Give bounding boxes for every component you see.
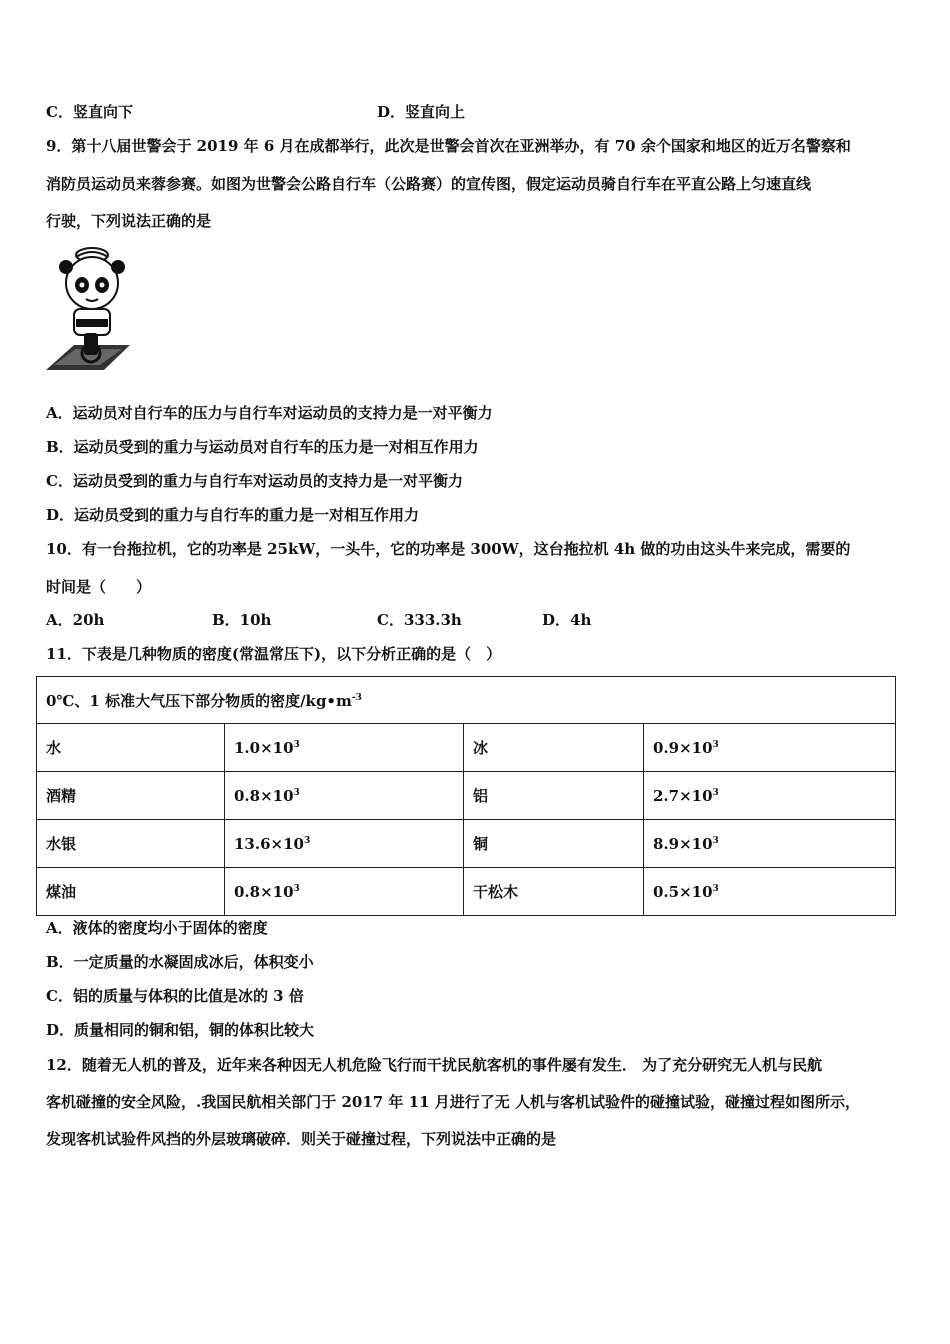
q10-option-d: D．4h — [542, 611, 592, 629]
q10-stem-line2: 时间是（ ） — [46, 578, 152, 596]
substance-name: 铜 — [464, 820, 644, 868]
density-table — [36, 676, 896, 916]
q10-stem-line1: 10．有一台拖拉机，它的功率是 25kW，一头牛，它的功率是 300W，这台拖拉机 4h 做的功由这头牛来完成，需要的 — [46, 540, 851, 558]
q9-option-a: A．运动员对自行车的压力与自行车对运动员的支持力是一对平衡力 — [46, 404, 493, 422]
table-row — [37, 868, 896, 916]
q11-stem: 11．下表是几种物质的密度(常温常压下)，以下分析正确的是（ ） — [46, 645, 502, 663]
q11-option-c: C．铝的质量与体积的比值是冰的 3 倍 — [46, 987, 304, 1005]
q9-stem-line1: 9．第十八届世警会于 2019 年 6 月在成都举行，此次是世警会首次在亚洲举办，有 70 余个国家和地区的近万名警察和 — [46, 137, 851, 155]
q10-option-b: B．10h — [212, 611, 272, 629]
q11-option-d: D．质量相同的铜和铝，铜的体积比较大 — [46, 1021, 315, 1039]
q12-stem-line2: 客机碰撞的安全风险，.我国民航相关部门于 2017 年 11 月进行了无 人机与客机试验件的碰撞试验，碰撞过程如图所示， — [46, 1093, 860, 1111]
density-table-header: 0℃、1 标准大气压下部分物质的密度$/kg•m^{-3}$ — [37, 677, 896, 724]
substance-name: 铝 — [464, 772, 644, 820]
q9-option-d: D．运动员受到的重力与自行车的重力是一对相互作用力 — [46, 506, 420, 524]
q9-option-b: B．运动员受到的重力与运动员对自行车的压力是一对相互作用力 — [46, 438, 479, 456]
substance-density: $0.8\times 10^3$ — [225, 868, 464, 916]
q12-stem-line1: 12．随着无人机的普及，近年来各种因无人机危险飞行而干扰民航客机的事件屡有发生． 为了充分研究无人机与民航 — [46, 1056, 823, 1074]
substance-name: 干松木 — [464, 868, 644, 916]
substance-name: 冰 — [464, 724, 644, 772]
substance-density: $0.9\times 10^3$ — [644, 724, 896, 772]
q8-option-d: D．竖直向上 — [377, 103, 466, 121]
q10-option-c: C．333.3h — [377, 611, 462, 629]
q9-stem-line3: 行驶，下列说法正确的是 — [46, 212, 212, 230]
table-row — [37, 772, 896, 820]
table-row — [37, 820, 896, 868]
q8-option-c: C．竖直向下 — [46, 103, 133, 121]
density-table-header-row — [37, 677, 896, 724]
q9-stem-line2: 消防员运动员来蓉参赛。如图为世警会公路自行车（公路赛）的宣传图，假定运动员骑自行车在平直公路上匀速直线 — [46, 175, 812, 193]
substance-density: $8.9\times 10^3$ — [644, 820, 896, 868]
substance-density: $1.0\times 10^3$ — [225, 724, 464, 772]
substance-density: $0.5\times 10^3$ — [644, 868, 896, 916]
q9-option-c: C．运动员受到的重力与自行车对运动员的支持力是一对平衡力 — [46, 472, 463, 490]
substance-name: 酒精 — [37, 772, 225, 820]
q10-option-a: A．20h — [46, 611, 105, 629]
substance-density: $13.6\times 10^3$ — [225, 820, 464, 868]
q11-option-a: A．液体的密度均小于固体的密度 — [46, 919, 268, 937]
q11-option-b: B．一定质量的水凝固成冰后，体积变小 — [46, 953, 314, 971]
table-row — [37, 724, 896, 772]
substance-density: $2.7\times 10^3$ — [644, 772, 896, 820]
q12-stem-line3: 发现客机试验件风挡的外层玻璃破碎．则关于碰撞过程，下列说法中正确的是 — [46, 1130, 557, 1148]
panda-cyclist-mascot-icon — [44, 245, 134, 375]
substance-name: 水银 — [37, 820, 225, 868]
substance-name: 煤油 — [37, 868, 225, 916]
substance-name: 水 — [37, 724, 225, 772]
substance-density: $0.8\times 10^3$ — [225, 772, 464, 820]
